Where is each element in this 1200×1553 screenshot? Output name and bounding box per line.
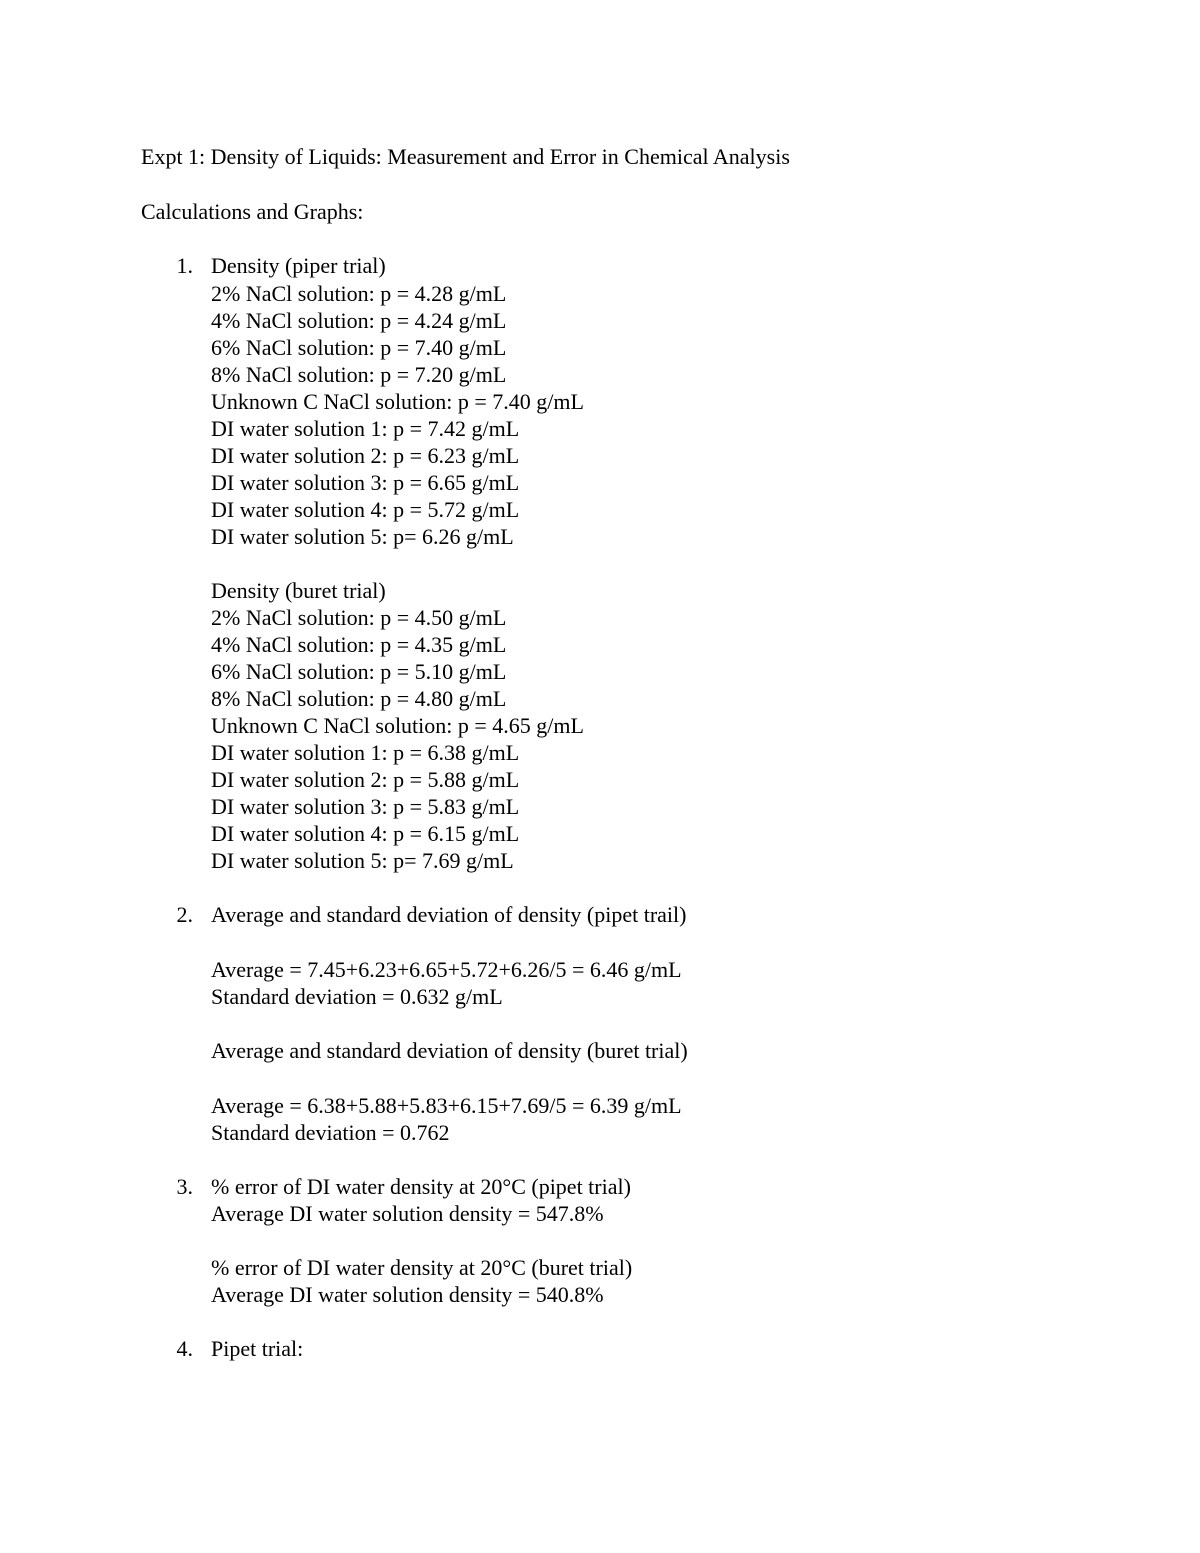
density-pipet-heading: Density (piper trial) <box>211 253 386 278</box>
list-item: DI water solution 4: p = 6.15 g/mL <box>211 821 520 846</box>
average-buret: Average = 6.38+5.88+5.83+6.15+7.69/5 = 6.39 g/mL <box>211 1093 682 1118</box>
list-number-4: 4. <box>176 1336 193 1361</box>
percent-error-buret-value: Average DI water solution density = 540.8% <box>211 1282 604 1307</box>
list-item: DI water solution 1: p = 6.38 g/mL <box>211 740 520 765</box>
list-number-3: 3. <box>176 1174 193 1199</box>
list-number-2: 2. <box>176 902 193 927</box>
list-item: DI water solution 3: p = 6.65 g/mL <box>211 470 520 495</box>
list-item: Unknown C NaCl solution: p = 7.40 g/mL <box>211 389 584 414</box>
list-item: DI water solution 3: p = 5.83 g/mL <box>211 794 520 819</box>
pipet-trial-heading: Pipet trial: <box>211 1336 304 1361</box>
list-item: DI water solution 1: p = 7.42 g/mL <box>211 416 520 441</box>
density-buret-heading: Density (buret trial) <box>211 578 386 603</box>
list-item: 6% NaCl solution: p = 5.10 g/mL <box>211 659 507 684</box>
list-item: 8% NaCl solution: p = 4.80 g/mL <box>211 686 507 711</box>
list-item: DI water solution 2: p = 5.88 g/mL <box>211 767 520 792</box>
list-item: DI water solution 4: p = 5.72 g/mL <box>211 497 520 522</box>
document-title: Expt 1: Density of Liquids: Measurement and Error in Chemical Analysis <box>141 144 790 169</box>
list-item: DI water solution 5: p= 7.69 g/mL <box>211 848 514 873</box>
list-item: DI water solution 5: p= 6.26 g/mL <box>211 524 514 549</box>
stdev-pipet: Standard deviation = 0.632 g/mL <box>211 984 503 1009</box>
percent-error-pipet-value: Average DI water solution density = 547.8% <box>211 1201 604 1226</box>
list-item: 6% NaCl solution: p = 7.40 g/mL <box>211 335 507 360</box>
list-item: Unknown C NaCl solution: p = 4.65 g/mL <box>211 713 584 738</box>
list-item: DI water solution 2: p = 6.23 g/mL <box>211 443 520 468</box>
list-item: 8% NaCl solution: p = 7.20 g/mL <box>211 362 507 387</box>
section-subtitle: Calculations and Graphs: <box>141 199 364 224</box>
list-number-1: 1. <box>176 253 193 278</box>
stdev-buret: Standard deviation = 0.762 <box>211 1120 450 1145</box>
percent-error-buret-heading: % error of DI water density at 20°C (buret trial) <box>211 1255 633 1280</box>
avg-stdev-buret-heading: Average and standard deviation of density (buret trial) <box>211 1038 688 1063</box>
avg-stdev-pipet-heading: Average and standard deviation of density (pipet trail) <box>211 902 687 927</box>
list-item: 4% NaCl solution: p = 4.35 g/mL <box>211 632 507 657</box>
list-item: 4% NaCl solution: p = 4.24 g/mL <box>211 308 507 333</box>
percent-error-pipet-heading: % error of DI water density at 20°C (pipet trial) <box>211 1174 631 1199</box>
average-pipet: Average = 7.45+6.23+6.65+5.72+6.26/5 = 6.46 g/mL <box>211 957 682 982</box>
list-item: 2% NaCl solution: p = 4.28 g/mL <box>211 281 507 306</box>
list-item: 2% NaCl solution: p = 4.50 g/mL <box>211 605 507 630</box>
